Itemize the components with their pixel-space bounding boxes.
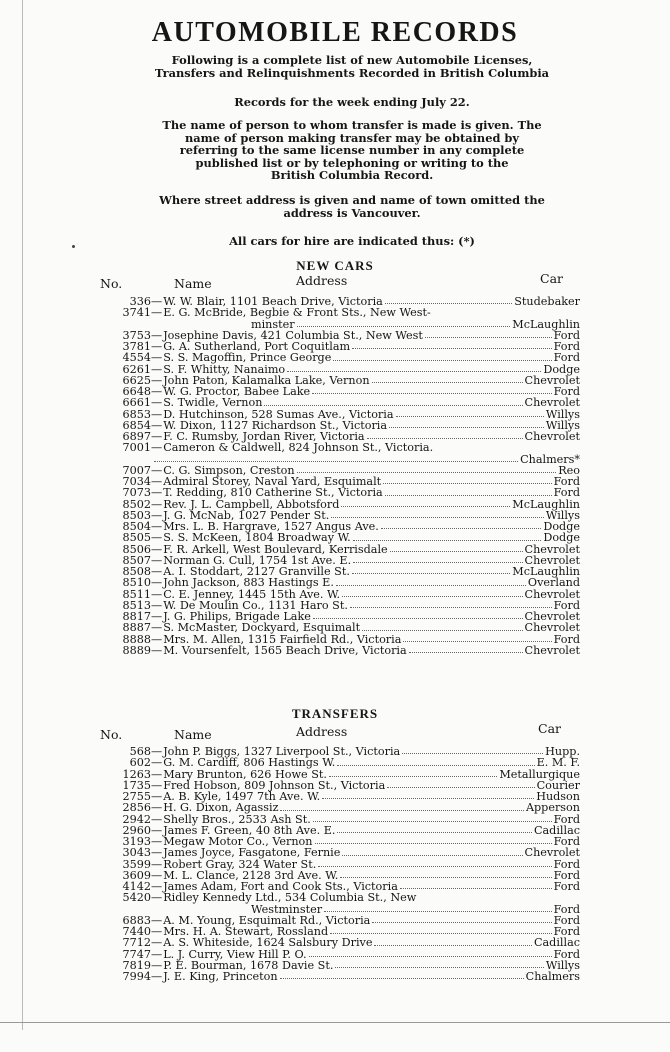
license-number: 7007 — [122, 463, 151, 477]
dot-leader — [313, 820, 552, 822]
list-item — [98, 847, 580, 858]
car-make: Chalmers* — [520, 452, 580, 466]
license-number: 2856 — [122, 801, 151, 815]
transfers-col-address: Address — [296, 724, 348, 739]
license-number: 6897 — [122, 430, 151, 443]
dot-leader — [367, 437, 523, 439]
owner-address: Shelly Bros., 2533 Ash St. — [163, 812, 311, 826]
transfers-heading: TRANSFERS — [291, 706, 379, 721]
dash-separator: — — [151, 958, 163, 972]
dash-separator: — — [151, 385, 163, 398]
note-line: name of person making transfer may be obtained by — [185, 130, 519, 145]
new-cars-heading: NEW CARS — [296, 258, 374, 273]
owner-address: Robert Gray, 324 Water St. — [163, 857, 317, 871]
dot-leader — [352, 347, 551, 349]
clipping-bottom-edge — [0, 1022, 670, 1023]
dash-separator: — — [151, 430, 163, 443]
dot-leader — [362, 629, 522, 631]
dash-separator: — — [151, 373, 163, 387]
owner-address: J. G. McNab, 1027 Pender St. — [163, 508, 330, 522]
car-make: Chevrolet — [524, 643, 580, 657]
dot-leader — [342, 854, 522, 856]
dot-leader — [315, 842, 552, 844]
owner-address: A. B. Kyle, 1497 7th Ave. W. — [163, 790, 321, 803]
dot-leader — [280, 809, 523, 811]
license-number: 7034 — [122, 475, 151, 488]
license-number: 8817 — [122, 610, 151, 623]
car-make: Dodge — [543, 362, 580, 376]
car-make: Apperson — [525, 801, 580, 815]
intro-paragraph — [92, 54, 612, 79]
car-make: Ford — [553, 351, 580, 365]
license-number: 6661 — [122, 396, 151, 410]
owner-address: S. S. Magoffin, Prince George — [163, 351, 332, 365]
dash-separator: — — [151, 812, 163, 826]
license-number: 3609 — [122, 868, 151, 882]
owner-address: Mrs. L. B. Hargrave, 1527 Angus Ave. — [163, 520, 379, 533]
list-item — [98, 802, 580, 813]
transfers-col-name: Name — [174, 727, 212, 742]
license-number: 6625 — [122, 373, 151, 387]
car-make: Chevrolet — [524, 542, 580, 556]
owner-address: S. Twidle, Vernon — [163, 396, 263, 410]
car-make: Overland — [527, 576, 580, 590]
note-line: Where street address is given and name of town omitted the — [159, 193, 545, 207]
dot-leader — [335, 966, 543, 968]
dot-leader — [402, 752, 543, 754]
license-number: 6648 — [122, 385, 151, 398]
license-number: 7001 — [122, 441, 151, 455]
owner-address: minster — [251, 317, 295, 331]
owner-address: C. E. Jenney, 1445 15th Ave. W. — [163, 587, 341, 601]
dot-leader — [280, 977, 524, 979]
license-number: 8888 — [122, 632, 151, 646]
car-make: Chevrolet — [524, 430, 580, 443]
license-number: 6883 — [122, 913, 151, 927]
license-number: 602 — [129, 756, 151, 770]
dot-leader — [154, 460, 518, 462]
dash-separator: — — [151, 610, 163, 623]
list-item — [98, 937, 580, 948]
license-number: 8503 — [122, 508, 151, 522]
license-number: 3741 — [122, 306, 151, 320]
week-date: July 22. — [421, 95, 470, 109]
license-number: 8887 — [122, 621, 151, 635]
dash-separator: — — [151, 891, 163, 905]
license-number: 2942 — [122, 812, 151, 826]
car-make: Willys — [545, 958, 580, 972]
license-number: 3043 — [122, 846, 151, 860]
dash-separator: — — [151, 497, 163, 511]
license-number: 3599 — [122, 857, 151, 871]
car-make: Willys — [545, 407, 580, 421]
list-item — [98, 532, 580, 543]
dash-separator: — — [151, 508, 163, 522]
dot-leader — [297, 325, 511, 327]
dot-leader — [330, 932, 551, 934]
car-make: Hupp. — [545, 745, 580, 758]
license-number: 8889 — [122, 643, 151, 657]
owner-address: W. Dixon, 1127 Richardson St., Victoria — [163, 418, 388, 432]
car-make: McLaughlin — [512, 565, 580, 578]
list-item — [98, 307, 580, 318]
list-item — [98, 622, 580, 633]
dash-separator: — — [151, 328, 163, 342]
license-number: 336 — [129, 295, 151, 308]
owner-address: W. De Moulin Co., 1131 Haro St. — [163, 598, 348, 612]
dash-separator: — — [151, 632, 163, 646]
dot-leader — [331, 516, 544, 518]
dash-separator: — — [151, 880, 163, 893]
new-cars-col-no: No. — [100, 276, 123, 291]
note-line: British Columbia Record. — [270, 168, 434, 182]
license-number: 7073 — [122, 486, 151, 500]
owner-address: Josephine Davis, 421 Columbia St., New West — [163, 328, 423, 342]
license-number: 7819 — [122, 958, 151, 972]
dot-leader — [352, 572, 510, 574]
license-number: 8510 — [122, 576, 151, 590]
dot-leader — [313, 617, 523, 619]
car-make: Ford — [553, 812, 580, 826]
car-make: Chevrolet — [524, 846, 580, 860]
owner-address: J. G. Philips, Brigade Lake — [163, 610, 311, 623]
car-make: Cadillac — [533, 823, 580, 837]
car-make: Dodge — [543, 520, 580, 533]
left-margin-rule — [22, 0, 23, 1030]
dash-separator: — — [151, 396, 163, 410]
dot-leader — [385, 302, 512, 304]
dot-leader — [297, 471, 557, 473]
dot-leader — [353, 539, 542, 541]
note-line: address is Vancouver. — [283, 205, 421, 220]
car-make: Chevrolet — [524, 587, 580, 601]
owner-address: S. S. McKeen, 1804 Broadway W. — [163, 531, 351, 545]
car-make: Chevrolet — [524, 610, 580, 623]
license-number: 6853 — [122, 407, 151, 421]
dash-separator: — — [151, 846, 163, 860]
car-make: Willys — [545, 508, 580, 522]
owner-address: S. F. Whitty, Nanaimo — [163, 362, 286, 376]
car-make: Ford — [553, 902, 580, 916]
license-number: 5420 — [122, 891, 151, 905]
note-line: The name of person to whom transfer is made is given. The — [162, 118, 542, 132]
dash-separator: — — [151, 340, 163, 353]
dash-separator: — — [151, 756, 163, 770]
car-make: Ford — [553, 475, 580, 488]
license-number: 1735 — [122, 778, 151, 792]
dot-leader — [374, 944, 531, 946]
owner-address: James Joyce, Fasgatone, Fernie — [163, 846, 341, 860]
dash-separator: — — [151, 970, 163, 983]
dash-separator: — — [151, 441, 163, 455]
dash-separator: — — [151, 475, 163, 488]
owner-address: H. G. Dixon, Agassiz — [163, 801, 279, 815]
owner-address: James F. Green, 40 8th Ave. E. — [163, 823, 336, 837]
owner-address: Mrs. H. A. Stewart, Rossland — [163, 925, 329, 938]
dash-separator: — — [151, 407, 163, 421]
dot-leader — [336, 584, 526, 586]
dot-leader — [337, 764, 534, 766]
license-number: 8504 — [122, 520, 151, 533]
car-make: Ford — [553, 880, 580, 893]
list-item — [98, 397, 580, 408]
owner-address: Rev. J. L. Campbell, Abbotsford — [163, 497, 340, 511]
dot-leader — [400, 887, 552, 889]
license-number: 8506 — [122, 542, 151, 556]
owner-address: M. Voursenfelt, 1565 Beach Drive, Victoria — [163, 643, 407, 657]
license-number: 7994 — [122, 970, 151, 983]
dash-separator: — — [151, 767, 163, 781]
dash-separator: — — [151, 925, 163, 938]
dot-leader — [322, 797, 534, 799]
owner-address: W. G. Proctor, Babee Lake — [163, 385, 311, 398]
license-number: 4142 — [122, 880, 151, 893]
owner-address: Mary Brunton, 626 Howe St. — [163, 767, 327, 781]
dash-separator: — — [151, 565, 163, 578]
owner-address: W. W. Blair, 1101 Beach Drive, Victoria — [163, 295, 383, 308]
intro-line: Transfers and Relinquishments Recorded in British Columbia — [154, 65, 550, 80]
car-make: Chalmers — [525, 970, 580, 983]
car-make: Ford — [553, 340, 580, 353]
owner-address: John Paton, Kalamalka Lake, Vernon — [163, 373, 370, 387]
dash-separator: — — [151, 823, 163, 837]
dot-leader — [372, 921, 551, 923]
dash-separator: — — [151, 857, 163, 871]
car-make: Ford — [553, 486, 580, 500]
list-item — [98, 352, 580, 363]
dash-separator: — — [151, 351, 163, 365]
car-make: Courier — [536, 778, 580, 792]
license-number: 568 — [129, 745, 151, 758]
note-line: referring to the same license number in any complete — [179, 143, 525, 157]
dot-leader — [264, 404, 522, 406]
car-make: Willys — [545, 418, 580, 432]
dot-leader — [324, 910, 552, 912]
hire-note: All cars for hire are indicated thus: (*) — [229, 234, 475, 248]
owner-address: A. M. Young, Esquimalt Rd., Victoria — [163, 913, 371, 927]
car-make: Chevrolet — [524, 396, 580, 410]
owner-address: James Adam, Fort and Cook Sts., Victoria — [163, 880, 398, 893]
dash-separator: — — [151, 520, 163, 533]
owner-address: Cameron & Caldwell, 824 Johnson St., Victoria. — [163, 441, 434, 455]
dot-leader — [403, 640, 551, 642]
dash-separator: — — [151, 801, 163, 815]
license-number: 4554 — [122, 351, 151, 365]
dot-leader — [409, 651, 523, 653]
note-line: published list or by telephoning or writing to the — [195, 155, 509, 170]
list-item — [98, 487, 580, 498]
dot-leader — [353, 561, 522, 563]
list-item — [98, 442, 580, 453]
car-make: Chevrolet — [524, 553, 580, 567]
transfers-col-car: Car — [538, 721, 561, 736]
license-number: 6261 — [122, 362, 151, 376]
dash-separator: — — [151, 486, 163, 500]
license-number: 2960 — [122, 823, 151, 837]
license-number: 8513 — [122, 598, 151, 612]
owner-address: Westminster — [251, 902, 323, 916]
dot-leader — [425, 336, 552, 338]
dash-separator: — — [151, 790, 163, 803]
license-number: 8511 — [122, 587, 151, 601]
owner-address: J. E. King, Princeton — [163, 970, 278, 983]
car-make: Ford — [553, 632, 580, 646]
dot-leader — [329, 775, 497, 777]
owner-address: L. J. Curry, View Hill P. O. — [163, 947, 307, 961]
car-make: Metallurgique — [499, 767, 580, 781]
owner-address: A. S. Whiteside, 1624 Salsbury Drive — [163, 936, 373, 950]
dash-separator: — — [151, 542, 163, 556]
license-number: 7747 — [122, 947, 151, 961]
car-make: Ford — [553, 868, 580, 882]
dash-separator: — — [151, 295, 163, 308]
owner-address: F. C. Rumsby, Jordan River, Victoria — [163, 430, 365, 443]
car-make: Chevrolet — [524, 621, 580, 635]
license-number: 3753 — [122, 328, 151, 342]
car-make: Ford — [553, 598, 580, 612]
dash-separator: — — [151, 621, 163, 635]
car-make: Ford — [553, 385, 580, 398]
dot-leader — [390, 550, 523, 552]
license-number: 3781 — [122, 340, 151, 353]
owner-address: G. A. Sutherland, Port Coquitlam — [163, 340, 351, 353]
dot-leader — [383, 482, 551, 484]
car-make: Reo — [558, 463, 580, 477]
street-note — [92, 194, 612, 219]
dot-leader — [341, 505, 510, 507]
license-number: 8502 — [122, 497, 151, 511]
dot-leader — [385, 494, 552, 496]
dash-separator: — — [151, 643, 163, 657]
transfers-col-no: No. — [100, 727, 123, 742]
dash-separator: — — [151, 463, 163, 477]
dash-separator: — — [151, 576, 163, 590]
dot-leader — [318, 865, 551, 867]
print-speck — [72, 245, 75, 248]
dash-separator: — — [151, 598, 163, 612]
owner-address: M. L. Clance, 2128 3rd Ave. W. — [163, 868, 339, 882]
owner-address: E. G. McBride, Begbie & Front Sts., New West- — [163, 306, 431, 320]
owner-address: Mrs. M. Allen, 1315 Fairfield Rd., Victoria — [163, 632, 402, 646]
dash-separator: — — [151, 947, 163, 961]
owner-address: Fred Hobson, 809 Johnson St., Victoria — [163, 778, 386, 792]
dash-separator: — — [151, 362, 163, 376]
license-number: 7440 — [122, 925, 151, 938]
dash-separator: — — [151, 835, 163, 848]
dot-leader — [340, 876, 551, 878]
dash-separator: — — [151, 745, 163, 758]
list-item — [98, 645, 580, 656]
dash-separator: — — [151, 531, 163, 545]
car-make: Studebaker — [514, 295, 580, 308]
dot-leader — [312, 392, 551, 394]
license-number: 2755 — [122, 790, 151, 803]
owner-address: P. E. Bourman, 1678 Davie St. — [163, 958, 334, 972]
owner-address: John P. Biggs, 1327 Liverpool St., Victoria — [163, 745, 401, 758]
dot-leader — [396, 415, 544, 417]
dot-leader — [342, 595, 522, 597]
dash-separator: — — [151, 553, 163, 567]
license-number: 6854 — [122, 418, 151, 432]
owner-address: D. Hutchinson, 528 Sumas Ave., Victoria — [163, 407, 394, 421]
dot-leader — [350, 606, 552, 608]
owner-address: Admiral Storey, Naval Yard, Esquimalt — [163, 475, 382, 488]
list-item — [98, 577, 580, 588]
owner-address: Ridley Kennedy Ltd., 534 Columbia St., New — [163, 891, 417, 905]
new-cars-col-car: Car — [540, 271, 563, 286]
car-make: McLaughlin — [512, 497, 580, 511]
new-cars-col-address: Address — [296, 273, 348, 288]
owner-address: C. G. Simpson, Creston — [163, 463, 295, 477]
car-make: McLaughlin — [512, 317, 580, 331]
transfers-list — [98, 746, 580, 982]
new-cars-list — [98, 296, 580, 656]
list-item — [98, 757, 580, 768]
transfer-note — [92, 119, 612, 182]
license-number: 8505 — [122, 531, 151, 545]
dot-leader — [333, 359, 551, 361]
license-number: 1263 — [122, 767, 151, 781]
dash-separator: — — [151, 306, 163, 320]
page-title: AUTOMOBILE RECORDS — [151, 17, 519, 48]
car-make: Dodge — [543, 531, 580, 545]
car-make: E. M. F. — [536, 756, 580, 770]
car-make: Ford — [553, 328, 580, 342]
license-number: 7712 — [122, 936, 151, 950]
dash-separator: — — [151, 913, 163, 927]
owner-address: A. I. Stoddart, 2127 Granville St. — [163, 565, 350, 578]
week-line — [92, 96, 612, 109]
dot-leader — [381, 527, 542, 529]
owner-address: John Jackson, 883 Hastings E. — [163, 576, 334, 590]
owner-address: G. M. Cardiff, 806 Hastings W. — [163, 756, 336, 770]
dash-separator: — — [151, 936, 163, 950]
license-number: 3193 — [122, 835, 151, 848]
license-number: 8508 — [122, 565, 151, 578]
dot-leader — [309, 955, 552, 957]
owner-address: Megaw Motor Co., Vernon — [163, 835, 313, 848]
car-make: Ford — [553, 947, 580, 961]
dot-leader — [372, 381, 523, 383]
car-make: Chevrolet — [524, 373, 580, 387]
list-item — [98, 892, 580, 903]
list-item — [98, 971, 580, 982]
car-make: Ford — [553, 925, 580, 938]
owner-address: F. R. Arkell, West Boulevard, Kerrisdale — [163, 542, 388, 556]
car-make: Cadillac — [533, 936, 580, 950]
intro-line: Following is a complete list of new Automobile Licenses, — [171, 53, 533, 67]
owner-address: S. McMaster, Dockyard, Esquimalt — [163, 621, 361, 635]
car-make: Ford — [553, 857, 580, 871]
car-make: Ford — [553, 913, 580, 927]
new-cars-col-name: Name — [174, 276, 212, 291]
dash-separator: — — [151, 418, 163, 432]
dot-leader — [287, 370, 541, 372]
car-make: Hudson — [536, 790, 580, 803]
car-make: Ford — [553, 835, 580, 848]
dash-separator: — — [151, 868, 163, 882]
dash-separator: — — [151, 778, 163, 792]
dash-separator: — — [151, 587, 163, 601]
dot-leader — [387, 786, 534, 788]
owner-address: Norman G. Cull, 1754 1st Ave. E. — [163, 553, 352, 567]
dot-leader — [389, 426, 544, 428]
license-number: 8507 — [122, 553, 151, 567]
owner-address: T. Redding, 810 Catherine St., Victoria — [163, 486, 383, 500]
dot-leader — [337, 831, 532, 833]
week-prefix: Records for the week ending — [234, 95, 418, 109]
